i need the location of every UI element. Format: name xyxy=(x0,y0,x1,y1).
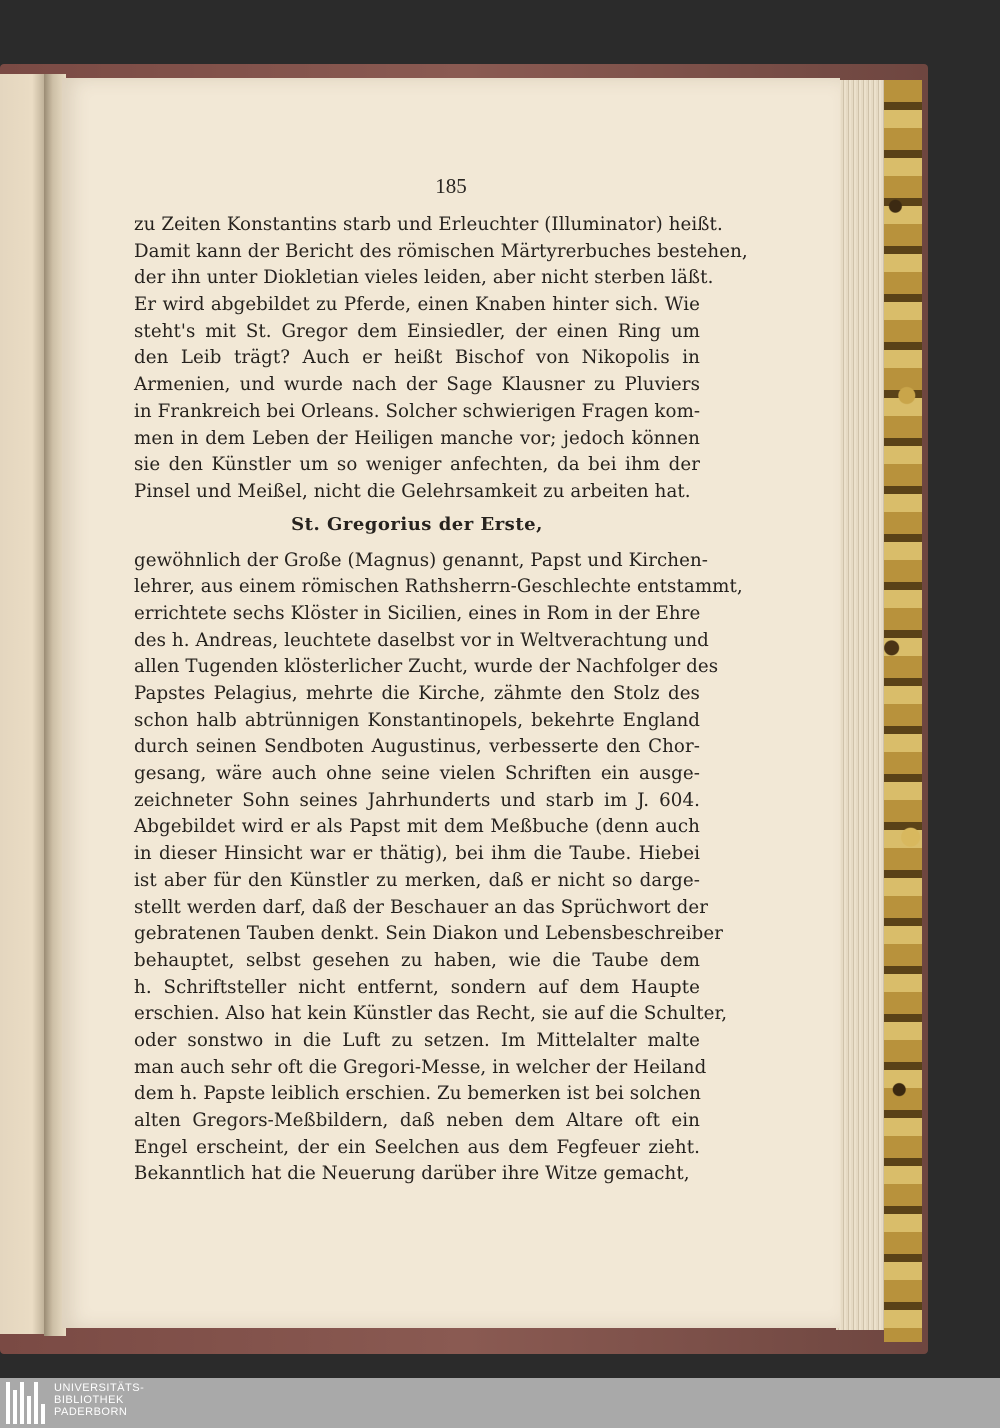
text-line: dem h. Papste leiblich erschien. Zu bemerken ist bei solchen xyxy=(134,1083,701,1105)
text-line: schon halb abtrünnigen Konstantinopels, bekehrte England xyxy=(134,709,700,731)
text-line: den Leib trägt? Auch er heißt Bischof von Nikopolis in xyxy=(134,347,700,369)
text-line: gebratenen Tauben denkt. Sein Diakon und Lebensbeschreiber xyxy=(134,923,724,945)
text-line: ist aber für den Künstler zu merken, daß er nicht so darge- xyxy=(134,869,700,891)
library-logo-icon xyxy=(6,1382,46,1424)
text-line: erschien. Also hat kein Künstler das Recht, sie auf die Schulter, xyxy=(134,1003,728,1025)
text-line: in dieser Hinsicht war er thätig), bei ihm die Taube. Hiebei xyxy=(134,843,700,865)
page-stack-edges xyxy=(836,80,888,1330)
text-line: oder sonstwo in die Luft zu setzen. Im Mittelalter malte xyxy=(134,1029,700,1051)
text-line: Pinsel und Meißel, nicht die Gelehrsamkeit zu arbeiten hat. xyxy=(134,480,691,502)
text-line: Engel erscheint, der ein Seelchen aus dem Fegfeuer zieht. xyxy=(134,1136,700,1158)
text-line: Bekanntlich hat die Neuerung darüber ihre Witze gemacht, xyxy=(134,1163,690,1185)
text-line: zu Zeiten Konstantins starb und Erleuchter (Illuminator) heißt. xyxy=(134,214,723,235)
text-line: errichtete sechs Klöster in Sicilien, eines in Rom in der Ehre xyxy=(134,602,701,624)
text-line: h. Schriftsteller nicht entfernt, sondern auf dem Haupte xyxy=(134,976,700,998)
text-line: Papstes Pelagius, mehrte die Kirche, zähmte den Stolz des xyxy=(134,683,700,704)
logo-line-2: BIBLIOTHEK xyxy=(54,1394,124,1406)
library-footer xyxy=(0,1378,1000,1428)
text-line: in Frankreich bei Orleans. Solcher schwierigen Fragen kom- xyxy=(134,400,701,422)
text-line: steht's mit St. Gregor dem Einsiedler, der einen Ring um xyxy=(134,320,700,342)
text-line: allen Tugenden klösterlicher Zucht, wurde der Nachfolger des xyxy=(134,656,719,678)
text-line: der ihn unter Diokletian vieles leiden, aber nicht sterben läßt. xyxy=(134,267,714,289)
text-line: Er wird abgebildet zu Pferde, einen Knaben hinter sich. Wie xyxy=(134,294,700,316)
left-page-edge xyxy=(0,74,46,1334)
text-line: behauptet, selbst gesehen zu haben, wie die Taube dem xyxy=(134,949,700,971)
text-line: gewöhnlich der Große (Magnus) genannt, Papst und Kirchen- xyxy=(134,549,709,571)
text-line: sie den Künstler um so weniger anfechten, da bei ihm der xyxy=(134,454,700,476)
text-line: Armenien, und wurde nach der Sage Klausner zu Pluviers xyxy=(134,374,700,396)
logo-line-1: UNIVERSITÄTS- xyxy=(54,1382,145,1394)
section-heading: St. Gregorius der Erste, xyxy=(291,513,543,535)
text-line: Abgebildet wird er als Papst mit dem Meßbuche (denn auch xyxy=(134,816,700,838)
text-line: Damit kann der Bericht des römischen Märtyrerbuches bestehen, xyxy=(134,240,748,262)
text-line: alten Gregors-Meßbildern, daß neben dem Altare oft ein xyxy=(134,1110,700,1131)
text-line: gesang, wäre auch ohne seine vielen Schriften ein ausge- xyxy=(134,763,700,785)
text-line: zeichneter Sohn seines Jahrhunderts und starb im J. 604. xyxy=(134,789,700,811)
page-number: 185 xyxy=(435,174,467,198)
marbled-page-edge xyxy=(884,80,922,1342)
page-text xyxy=(134,212,748,1188)
logo-line-3: PADERBORN xyxy=(54,1406,128,1418)
text-line: des h. Andreas, leuchtete daselbst vor in Weltverachtung und xyxy=(134,629,709,651)
text-line: man auch sehr oft die Gregori-Messe, in welcher der Heiland xyxy=(134,1056,707,1078)
book-page xyxy=(62,78,840,1328)
text-line: lehrer, aus einem römischen Rathsherrn-Geschlechte entstammt, xyxy=(134,576,743,598)
text-line: men in dem Leben der Heiligen manche vor; jedoch können xyxy=(134,427,700,449)
text-line: durch seinen Sendboten Augustinus, verbesserte den Chor- xyxy=(134,736,700,758)
text-line: stellt werden darf, daß der Beschauer an das Sprüchwort der xyxy=(134,896,708,918)
library-logo-text xyxy=(54,1382,144,1418)
